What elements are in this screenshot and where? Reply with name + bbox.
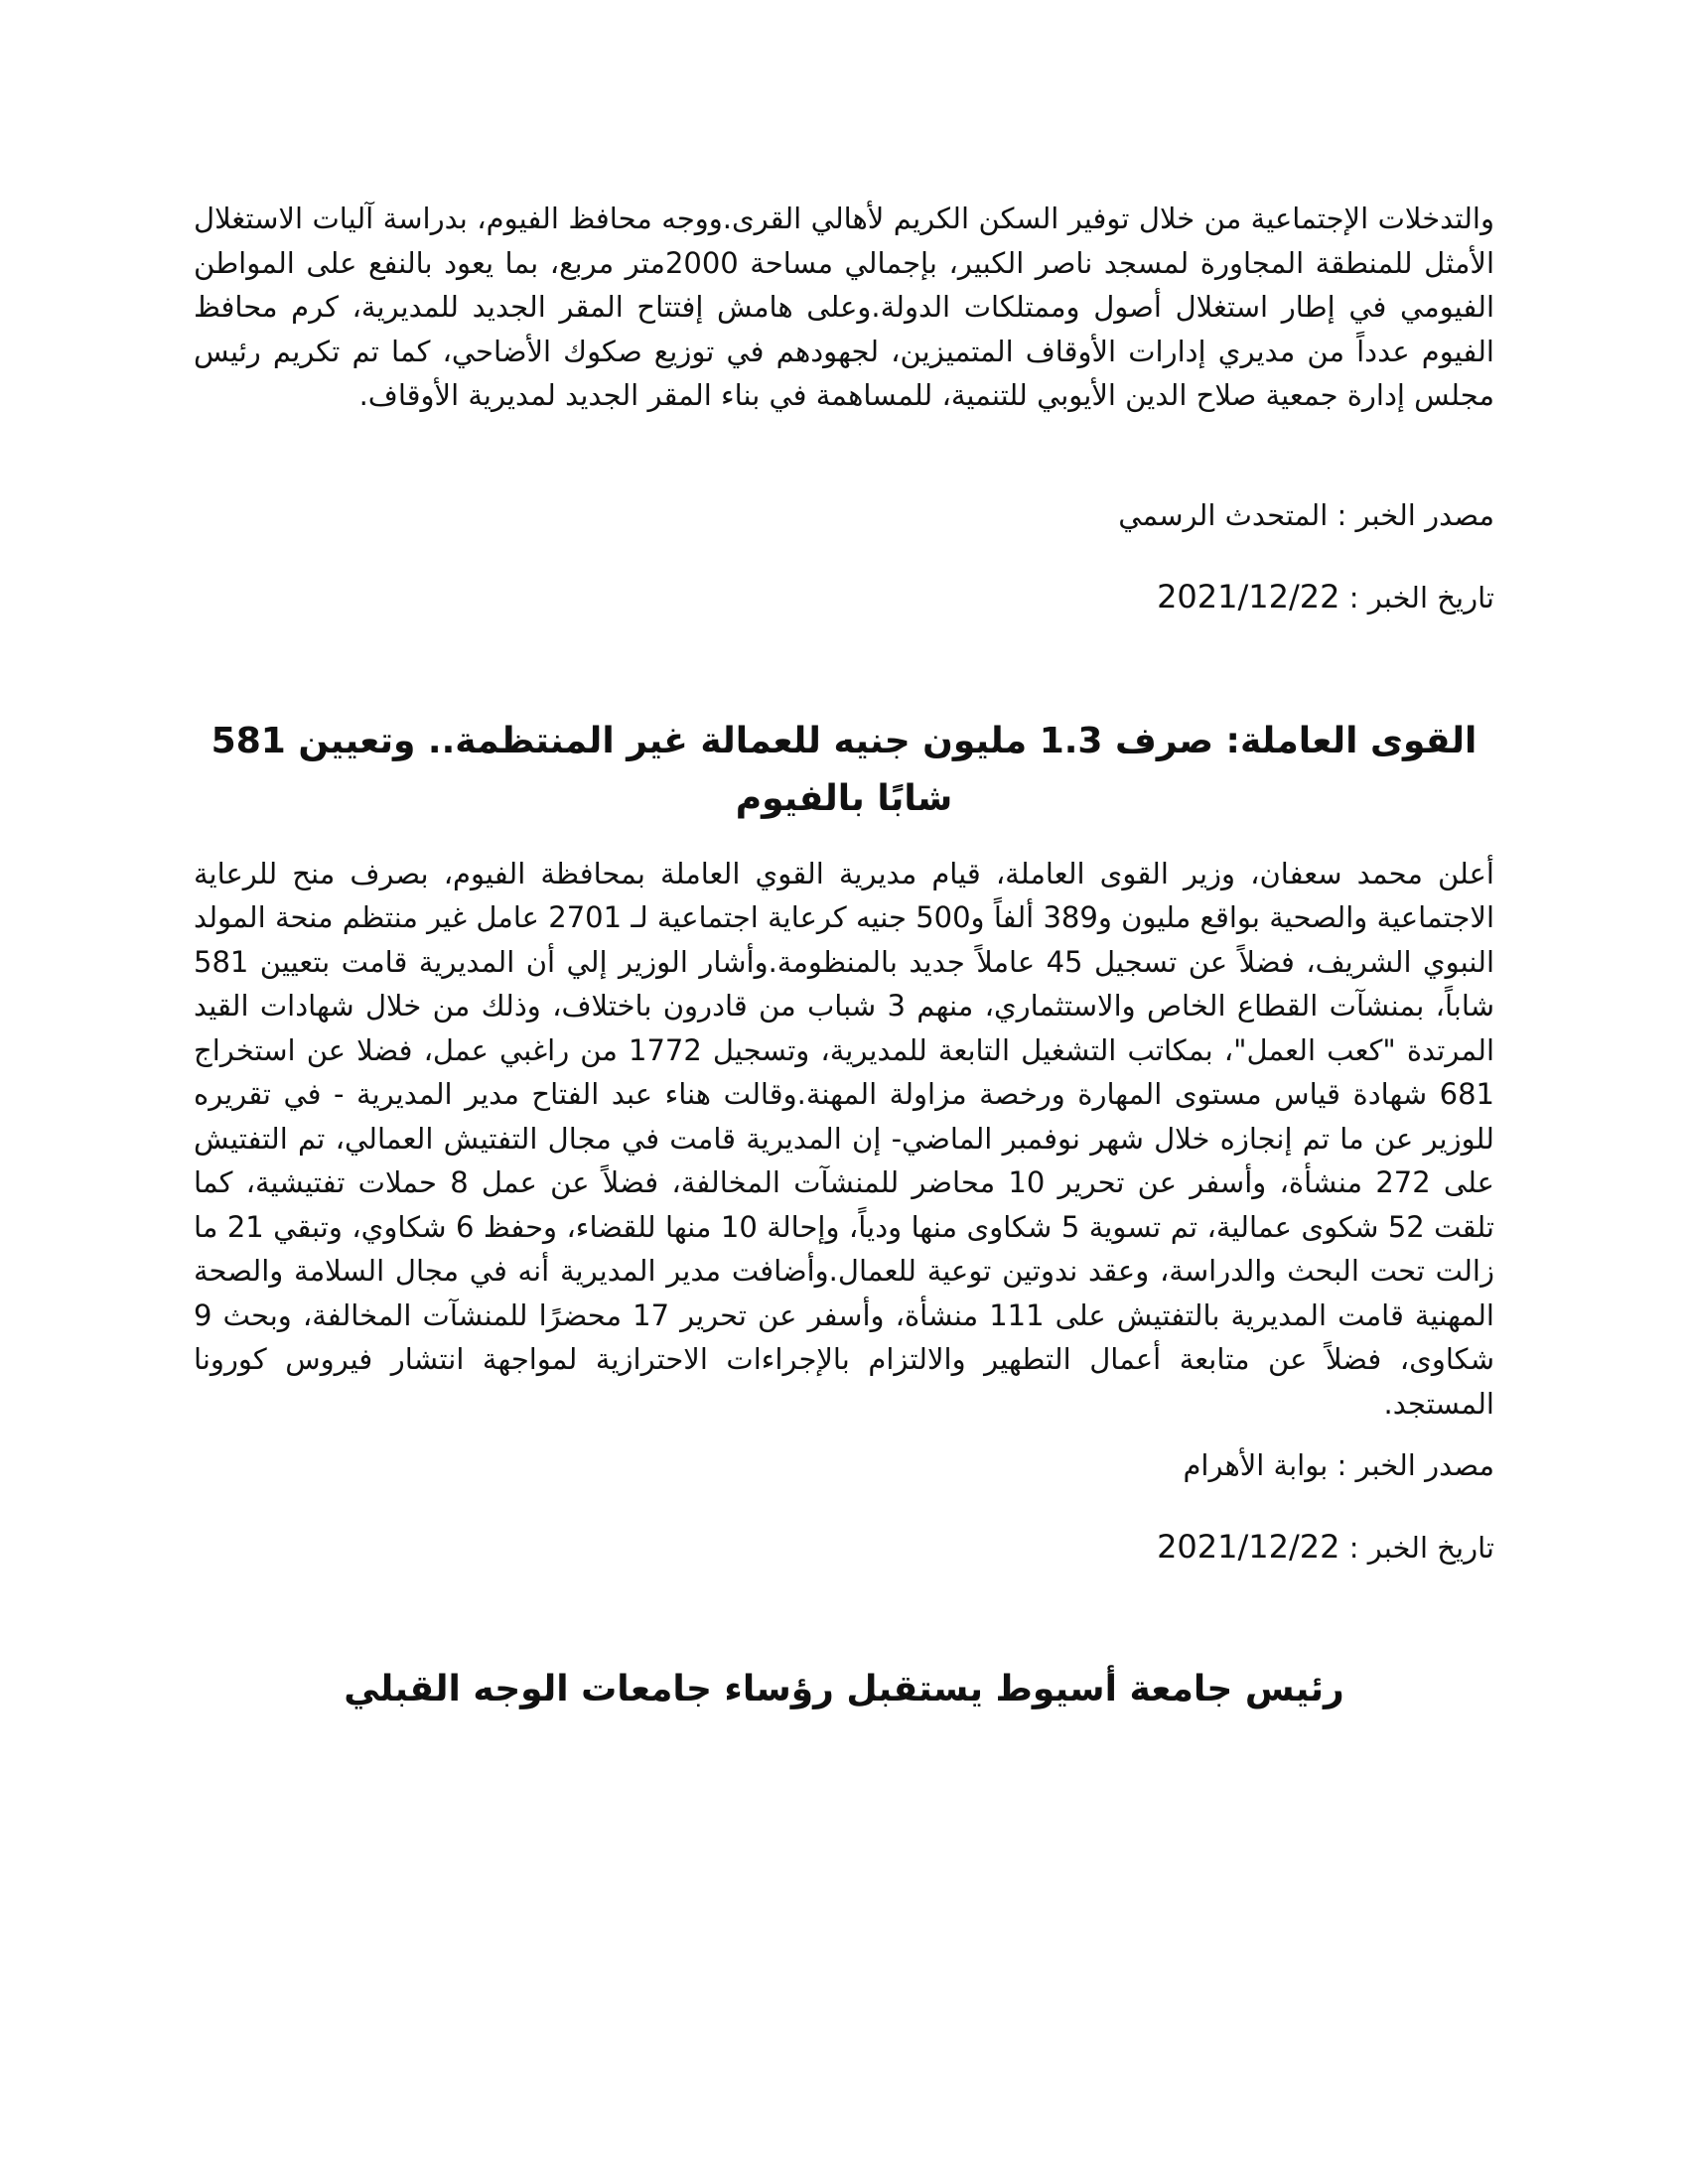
news-source-label: مصدر الخبر : bbox=[1328, 497, 1494, 532]
news-date-value: 2021/12/22 bbox=[1157, 1528, 1340, 1566]
news-source-value: بوابة الأهرام bbox=[1183, 1448, 1329, 1482]
news-date bbox=[194, 575, 1494, 619]
news-source bbox=[194, 493, 1494, 537]
document-page bbox=[194, 189, 1494, 1718]
article-body: أعلن محمد سعفان، وزير القوى العاملة، قيام مديرية القوي العاملة بمحافظة الفيوم، بصرف منح للرعاية الاجتماعية والصحية بواقع مليون و389 ألفاً و500 جنيه كرعاية اجتماعية لـ 2701 عامل غير منتظم منحة المولد النبوي الشريف، فضلاً عن تسجيل 45 عاملاً جديد بالمنظومة.وأشار الوزير إلي أن المديرية قامت بتعيين 581 شاباً، بمنشآت القطاع الخاص والاستثماري، منهم 3 شباب من قادرون باختلاف، وذلك من خلال شهادات القيد المرتدة "كعب العمل"، بمكاتب التشغيل التابعة للمديرية، وتسجيل 1772 من راغبي عمل، فضلا عن استخراج 681 شهادة قياس مستوى المهارة ورخصة مزاولة المهنة.وقالت هناء عبد الفتاح مدير المديرية - في تقريره للوزير عن ما تم إنجازه خلال شهر نوفمبر الماضي- إن المديرية قامت في مجال التفتيش العمالي، تم التفتيش على 272 منشأة، وأسفر عن تحرير 10 محاضر للمنشآت المخالفة، فضلاً عن عمل 8 حملات تفتيشية، كما تلقت 52 شكوى عمالية، تم تسوية 5 شكاوى منها ودياً، وإحالة 10 منها للقضاء، وحفظ 6 شكاوي، وتبقي 21 ما زالت تحت البحث والدراسة، وعقد ندوتين توعية للعمال.وأضافت مدير المديرية أنه في مجال السلامة والصحة المهنية قامت المديرية بالتفتيش على 111 منشأة، وأسفر عن تحرير 17 محضرًا للمنشآت المخالفة، وبحث 9 شكاوى، فضلاً عن متابعة أعمال التطهير والالتزام بالإجراءات الاحترازية لمواجهة انتشار فيروس كورونا المستجد. bbox=[194, 856, 1495, 1421]
news-date-label: تاريخ الخبر : bbox=[1339, 1531, 1494, 1565]
news-source-label: مصدر الخبر : bbox=[1328, 1448, 1494, 1482]
article-title: رئيس جامعة أسيوط يستقبل رؤساء جامعات الوجه القبلي bbox=[344, 1669, 1344, 1709]
news-source bbox=[194, 1443, 1494, 1487]
news-date-value: 2021/12/22 bbox=[1157, 577, 1340, 615]
news-date bbox=[194, 1525, 1494, 1570]
article-body: والتدخلات الإجتماعية من خلال توفير السكن الكريم لأهالي القرى.ووجه محافظ الفيوم، بدراسة آليات الاستغلال الأمثل للمنطقة المجاورة لمسجد ناصر الكبير، بإجمالي مساحة 2000متر مربع، بما يعود بالنفع على المواطن الفيومي في إطار استغلال أصول وممتلكات الدولة.وعلى هامش إفتتاح المقر الجديد للمديرية، كرم محافظ الفيوم عدداً من مديري إدارات الأوقاف المتميزين، لجهودهم في توزيع صكوك الأضاحي، كما تم تكريم رئيس مجلس إدارة جمعية صلاح الدين الأيوبي للتنمية، للمساهمة في بناء المقر الجديد لمديرية الأوقاف. bbox=[194, 202, 1495, 412]
news-source-value: المتحدث الرسمي bbox=[1118, 497, 1329, 532]
news-date-label: تاريخ الخبر : bbox=[1339, 580, 1494, 614]
article-title: القوى العاملة: صرف 1.3 مليون جنيه للعمالة غير المنتظمة.. وتعيين 581 شابًا بالفيوم bbox=[211, 720, 1477, 819]
